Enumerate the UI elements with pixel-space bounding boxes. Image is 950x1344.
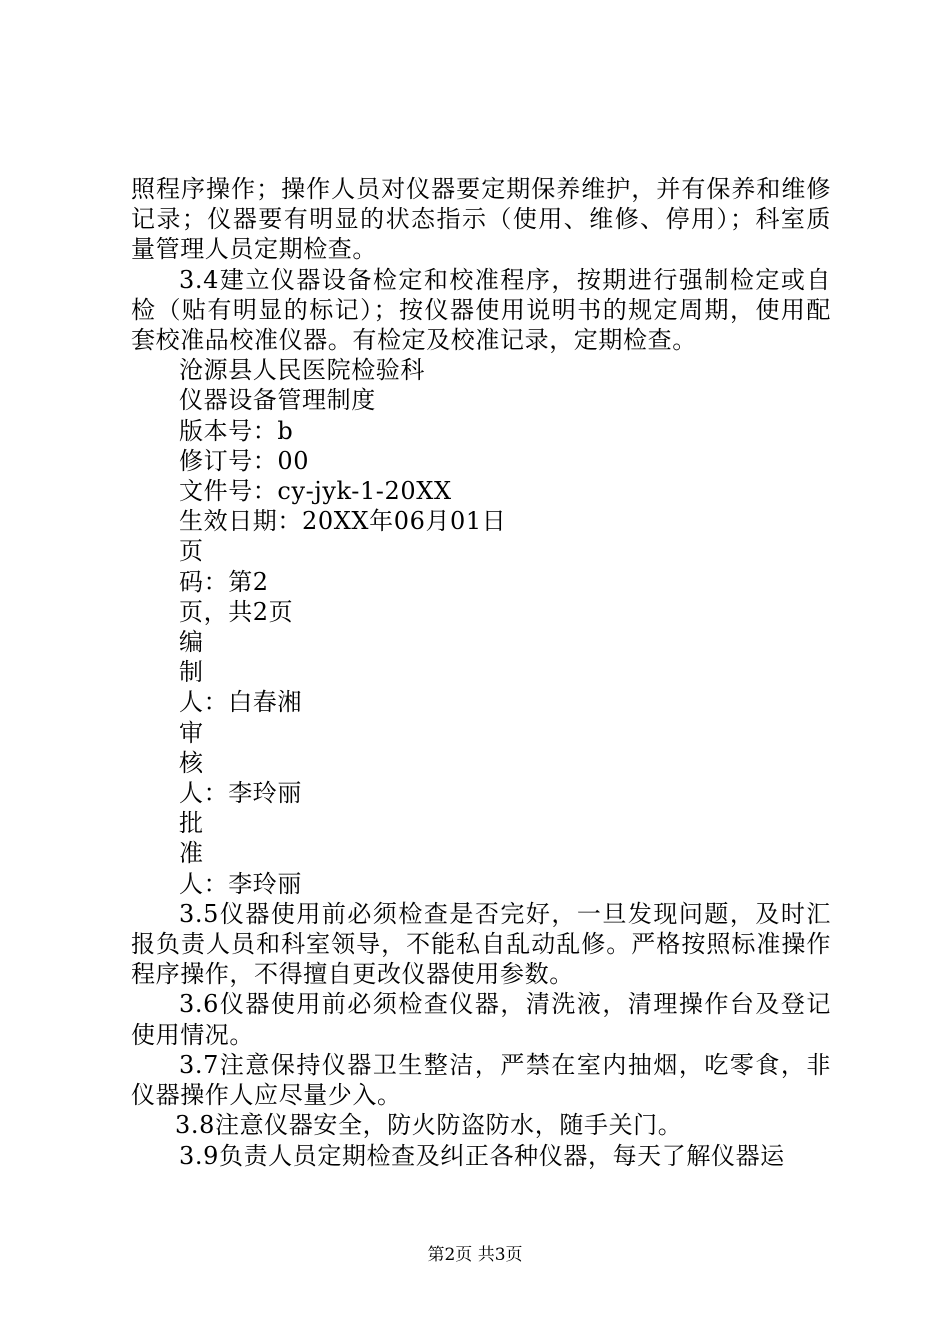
document-header-info: [131, 355, 831, 899]
effective-date: 生效日期：20XX年06月01日: [179, 507, 507, 536]
paragraph-3-9: 3.9负责人员定期检查及纠正各种仪器，每天了解仪器运: [179, 1141, 785, 1170]
compiler-line-2: 制: [179, 658, 204, 687]
compiler-line-3: 人：白春湘: [179, 688, 302, 717]
paragraph-3-4: 3.4建立仪器设备检定和校准程序，按期进行强制检定或自检（贴有明显的标记）；按仪器使用说明书的规定周期，使用配套校准品校准仪器。有检定及校准记录，定期检查。: [131, 265, 831, 355]
reviewer-line-3: 人：李玲丽: [179, 779, 302, 808]
version-number: 版本号：b: [179, 416, 294, 445]
page-code-line-1: 页: [179, 537, 204, 566]
approver-line-2: 准: [179, 839, 204, 868]
paragraph-3-5: 3.5仪器使用前必须检查是否完好，一旦发现问题，及时汇报负责人员和科室领导，不能私自乱动乱修。严格按照标准操作程序操作，不得擅自更改仪器使用参数。: [131, 899, 831, 989]
paragraph-3-8: 3.8注意仪器安全，防火防盗防水，随手关门。: [175, 1111, 683, 1140]
compiler-line-1: 编: [179, 628, 204, 657]
document-body: [131, 174, 831, 1171]
paragraph-3-7: 3.7注意保持仪器卫生整洁，严禁在室内抽烟，吃零食，非仪器操作人应尽量少入。: [131, 1050, 831, 1110]
page-code-line-2: 码：第2: [179, 567, 269, 596]
document-title: 仪器设备管理制度: [179, 386, 376, 415]
page-footer: 第2页 共3页: [427, 1245, 523, 1265]
hospital-department: 沧源县人民医院检验科: [179, 356, 425, 385]
reviewer-line-1: 审: [179, 718, 204, 747]
file-number: 文件号：cy-jyk-1-20XX: [179, 477, 452, 506]
approver-line-1: 批: [179, 809, 204, 838]
revision-number: 修订号：00: [179, 446, 310, 475]
approver-line-3: 人：李玲丽: [179, 869, 302, 898]
paragraph-continuation: 照程序操作；操作人员对仪器要定期保养维护，并有保养和维修记录；仪器要有明显的状态指示（使用、维修、停用）；科室质量管理人员定期检查。: [131, 175, 831, 264]
page-code-line-3: 页，共2页: [179, 597, 294, 626]
reviewer-line-2: 核: [179, 748, 204, 777]
paragraph-3-6: 3.6仪器使用前必须检查仪器，清洗液，清理操作台及登记使用情况。: [131, 990, 831, 1049]
